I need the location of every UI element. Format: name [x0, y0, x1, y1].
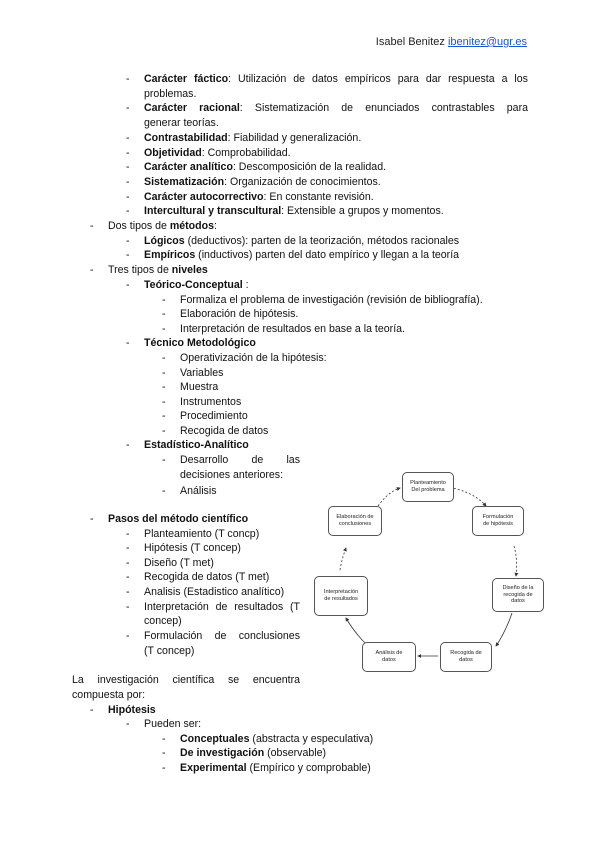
- list-bullet: -: [126, 630, 130, 642]
- list-bullet: -: [126, 528, 130, 540]
- list-bullet: -: [162, 396, 166, 408]
- list-bullet: -: [126, 439, 130, 451]
- list-item: Carácter fáctico: Utilización de datos empíricos para dar respuesta a los: [144, 73, 528, 85]
- list-bullet: -: [126, 571, 130, 583]
- list-bullet: -: [162, 425, 166, 437]
- list-bullet: -: [126, 205, 130, 217]
- list-item: Contrastabilidad: Fiabilidad y generalización.: [144, 132, 362, 144]
- nivel-estadistico-title: Estadístico-Analítico: [144, 439, 249, 451]
- list-bullet: -: [162, 410, 166, 422]
- list-bullet: -: [162, 747, 166, 759]
- list-item: Elaboración de hipótesis.: [180, 308, 299, 320]
- list-item: Diseño (T met): [144, 557, 214, 569]
- list-bullet: -: [126, 586, 130, 598]
- arrow-concl-to-plant: [378, 488, 400, 506]
- hipotesis-title: Hipótesis: [108, 704, 156, 716]
- list-item-cont: concep): [144, 615, 182, 627]
- author-email-link[interactable]: ibenitez@ugr.es: [447, 36, 527, 48]
- list-item-cont: generar teorías.: [144, 117, 219, 129]
- list-item: Carácter autocorrectivo: En constante revisión.: [144, 191, 374, 203]
- list-bullet: -: [162, 762, 166, 774]
- list-bullet: -: [162, 485, 166, 497]
- list-bullet: -: [126, 147, 130, 159]
- metodos-heading: Dos tipos de métodos:: [108, 220, 217, 232]
- list-bullet: -: [162, 352, 166, 364]
- page-header: [376, 35, 527, 50]
- author-name: Isabel Benitez: [375, 36, 445, 48]
- list-bullet: -: [90, 704, 94, 716]
- arrow-analisis-to-interp: [346, 618, 366, 644]
- list-item: Interpretación de resultados en base a la teoría.: [180, 323, 405, 335]
- list-item: Lógicos (deductivos): parten de la teorización, métodos racionales: [144, 235, 460, 247]
- paragraph-line: compuesta por:: [72, 689, 146, 701]
- list-bullet: -: [126, 132, 130, 144]
- list-bullet: -: [90, 513, 94, 525]
- list-item: Analisis (Estadistico analítico): [144, 586, 285, 598]
- diagram-node-formulacion: Formulación de hipótesis: [472, 506, 524, 536]
- list-item: Hipótesis (T concep): [144, 542, 241, 554]
- nivel-tecnico-title: Técnico Metodológico: [144, 337, 256, 349]
- list-bullet: -: [126, 557, 130, 569]
- diagram-node-diseno: Diseño de la recogida de datos: [492, 578, 544, 612]
- list-bullet: -: [162, 367, 166, 379]
- list-bullet: -: [126, 191, 130, 203]
- list-item-cont: problemas.: [144, 88, 197, 100]
- diagram-node-conclusiones: Elaboración de conclusiones: [328, 506, 382, 536]
- list-bullet: -: [126, 542, 130, 554]
- list-bullet: -: [90, 264, 94, 276]
- arrow-diseno-to-recogida: [496, 613, 512, 646]
- list-item-cont: (T concep): [144, 645, 195, 657]
- list-item: Intercultural y transcultural: Extensible a grupos y momentos.: [144, 205, 444, 217]
- list-item: Formaliza el problema de investigación (revisión de bibliografía).: [180, 294, 483, 306]
- nivel-teorico-title: Teórico-Conceptual :: [144, 279, 249, 291]
- list-item: Objetividad: Comprobabilidad.: [144, 147, 291, 159]
- diagram-node-recogida: Recogida de datos: [440, 642, 492, 672]
- diagram-node-planteamiento: Planteamiento Del problema: [402, 472, 454, 502]
- list-item: Formulación de conclusiones: [144, 630, 300, 642]
- list-bullet: -: [162, 308, 166, 320]
- list-item: Operativización de la hipótesis:: [180, 352, 327, 364]
- list-item: Conceptuales (abstracta y especulativa): [180, 733, 374, 745]
- arrow-interp-to-concl: [340, 548, 346, 570]
- list-bullet: -: [126, 235, 130, 247]
- list-item: Empíricos (inductivos) parten del dato empírico y llegan a la teoría: [144, 249, 460, 261]
- list-item: Recogida de datos (T met): [144, 571, 270, 583]
- arrow-form-to-diseno: [514, 546, 517, 576]
- list-item: Pueden ser:: [144, 718, 202, 730]
- list-bullet: -: [90, 220, 94, 232]
- list-item: De investigación (observable): [180, 747, 327, 759]
- list-bullet: -: [126, 73, 130, 85]
- list-bullet: -: [126, 161, 130, 173]
- list-item: Carácter racional: Sistematización de enunciados contrastables para: [144, 102, 528, 114]
- list-bullet: -: [126, 176, 130, 188]
- niveles-heading: Tres tipos de niveles: [108, 264, 208, 276]
- list-bullet: -: [162, 323, 166, 335]
- list-item: Procedimiento: [180, 410, 248, 422]
- list-item: Análisis: [180, 485, 217, 497]
- diagram-node-analisis: Análisis de datos: [362, 642, 416, 672]
- list-bullet: -: [162, 381, 166, 393]
- pasos-title: Pasos del método científico: [108, 513, 249, 525]
- list-item: Interpretación de resultados (T: [144, 601, 300, 613]
- list-bullet: -: [126, 718, 130, 730]
- list-bullet: -: [162, 454, 166, 466]
- list-bullet: -: [126, 249, 130, 261]
- list-bullet: -: [162, 733, 166, 745]
- list-item: Desarrollo de las: [180, 454, 300, 466]
- paragraph-line: La investigación científica se encuentra: [72, 674, 300, 686]
- list-item: Muestra: [180, 381, 219, 393]
- list-bullet: -: [162, 294, 166, 306]
- list-item: Sistematización: Organización de conocimientos.: [144, 176, 381, 188]
- list-bullet: -: [126, 279, 130, 291]
- list-item: Experimental (Empírico y comprobable): [180, 762, 371, 774]
- list-item: Recogida de datos: [180, 425, 269, 437]
- list-bullet: -: [126, 102, 130, 114]
- list-bullet: -: [126, 601, 130, 613]
- diagram-node-interpretacion: Interpretación de resultados: [314, 576, 368, 616]
- scientific-method-cycle-diagram: [306, 466, 556, 691]
- list-item: Instrumentos: [180, 396, 242, 408]
- list-item: Carácter analítico: Descomposición de la realidad.: [144, 161, 387, 173]
- list-item: Planteamiento (T concp): [144, 528, 260, 540]
- list-item: Variables: [180, 367, 224, 379]
- list-item-cont: decisiones anteriores:: [180, 469, 284, 481]
- list-bullet: -: [126, 337, 130, 349]
